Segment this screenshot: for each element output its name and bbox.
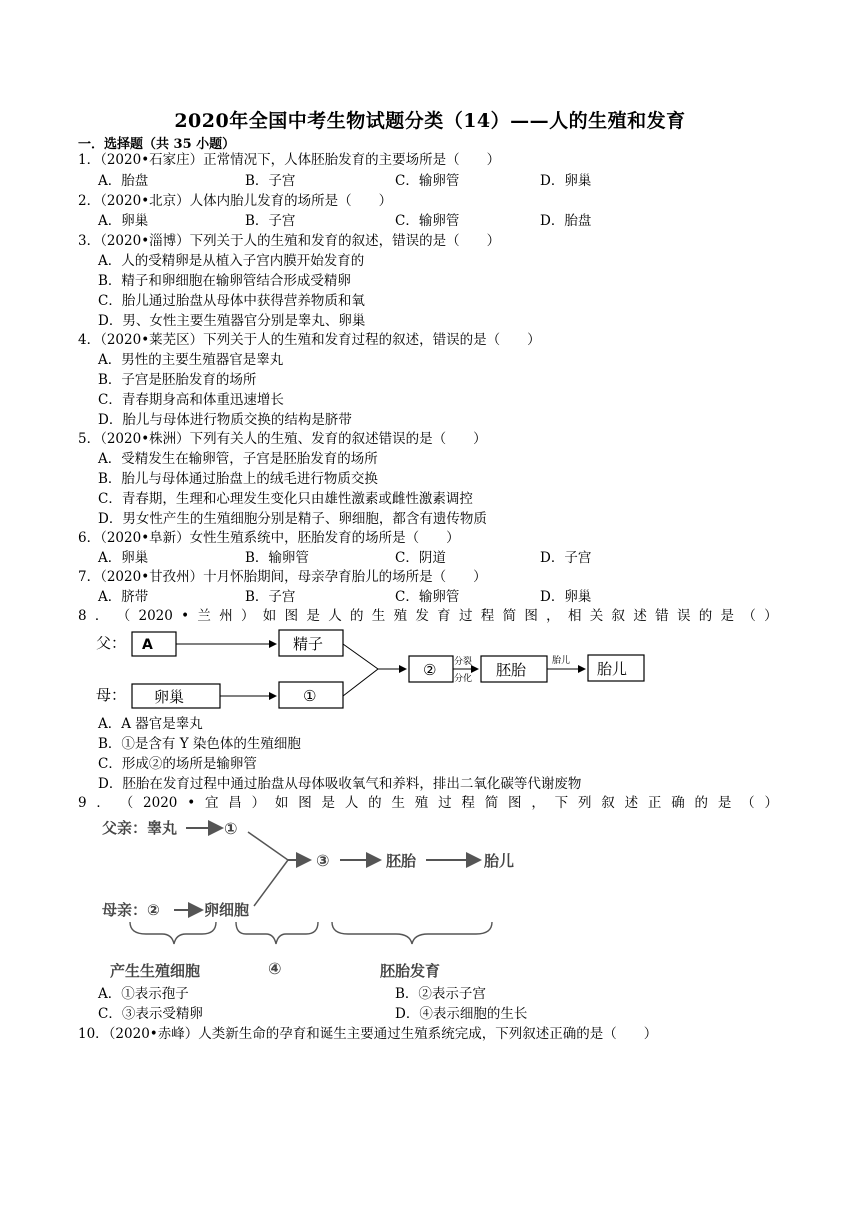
q9-father-label: 父亲：睾丸 [102,819,178,837]
q4-option-a: A．男性的主要生殖器官是睾丸 [98,352,284,368]
q8-box-a [132,632,176,656]
q8-stem-char: 叙 [611,608,626,624]
q9-stem-char: 确 [671,795,685,811]
page-title: 2020年全国中考生物试题分类（14）——人的生殖和发育 [174,110,686,132]
q7-option-b: B．子宫 [245,589,296,605]
q8-ovary-label: 卵巢 [154,688,185,706]
question-7-stem: 7．（2020•甘孜州）十月怀胎期间，母亲孕育胎儿的场所是（ ） [78,569,487,585]
q6-option-d: D．子宫 [540,550,592,566]
q1-option-c: C．输卵管 [395,173,460,189]
q9-stem-char: 如 [274,795,289,811]
q8-stem-char: 述 [633,608,647,624]
question-10-stem: 10．（2020•赤峰）人类新生命的孕育和诞生主要通过生殖系统完成，下列叙述正确的是（ ） [78,1026,658,1042]
q9-stem-char: 叙 [601,795,615,811]
q8-fetus-label: 胎儿 [597,660,628,678]
q9-stem-char: 的 [368,795,382,811]
q9-stem-char: ） [251,795,266,811]
q7-option-a: A．脐带 [98,589,149,605]
q9-stem-char: 是 [321,795,336,811]
q9-fetus-label: 胎儿 [484,852,515,870]
q3-option-a: A．人的受精卵是从植入子宫内膜开始发育的 [98,253,365,269]
q9-stem-char: 宜 [204,795,219,811]
q9-stem-char: 过 [438,795,452,811]
q9-stem-char: ． [96,795,110,811]
q9-stem-char: 下 [554,795,569,811]
q9-stem-char: （ [119,795,134,811]
q5-option-c: C．青春期，生理和心理发生变化只由雄性激素或雌性激素调控 [98,491,473,507]
q9-brace-2 [236,922,318,944]
q6-option-b: B．输卵管 [245,550,309,566]
q2-option-c: C．输卵管 [395,213,460,229]
q8-stem-char: 关 [589,608,604,624]
q9-diagram [96,812,546,982]
question-5-stem: 5．（2020•株洲）下列有关人的生殖、发育的叙述错误的是（ ） [78,431,487,447]
q8-mother-label: 母： [96,686,127,704]
q8-merge-lines [343,644,378,696]
q8-stem-char: ， [546,608,560,624]
q5-option-d: D．男女性产生的生殖细胞分别是精子、卵细胞，都含有遗传物质 [98,511,487,527]
q8-diagram [92,626,652,714]
q4-option-c: C．青春期身高和体重迅速增长 [98,392,284,408]
q9-stem-char: 昌 [228,795,242,811]
q9-embryo-label: 胚胎 [386,852,417,870]
q1-option-a: A．胎盘 [98,173,149,189]
q8-c2-label: ② [423,661,437,679]
q3-option-c: C．胎儿通过胎盘从母体中获得营养物质和氧 [98,293,365,309]
q8-stem-char: 程 [480,608,495,624]
q7-option-c: C．输卵管 [395,589,460,605]
q8-stem-char: ． [94,608,109,624]
q8-option-b: B．①是含有 Y 染色体的生殖细胞 [98,736,301,752]
q9-brace-3 [332,922,492,944]
q9-option-c: C．③表示受精卵 [98,1006,203,1022]
q8-stem-char: 2020 [138,608,173,624]
q9-brace-1 [130,922,216,944]
q9-brace-1-label: 产生生殖细胞 [110,962,201,980]
q7-option-d: D．卵巢 [540,589,592,605]
q8-option-d: D．胚胎在发育过程中通过胎盘从母体吸收氧气和养料，排出二氧化碳等代谢废物 [98,776,582,792]
q9-egg-label: 卵细胞 [204,901,250,919]
q9-stem-char: 程 [461,795,475,811]
q8-stem-char: 图 [284,608,299,624]
question-2-stem: 2．（2020•北京）人体内胎儿发育的场所是（ ） [78,193,393,209]
q8-stem-char: 的 [349,608,364,624]
q9-mother-label: 母亲：② [102,901,160,919]
q8-stem-char: 发 [415,608,429,624]
q2-option-b: B．子宫 [245,213,296,229]
q8-stem-char: 的 [698,608,713,624]
q9-stem-char: 列 [577,795,592,811]
q8-split-top: 分裂 [454,657,473,667]
q8-father-label: 父： [96,634,127,652]
q5-option-a: A．受精发生在输卵管，子宫是胚胎发育的场所 [98,451,378,467]
q9-option-b: B．②表示子宫 [395,986,486,1002]
q8-stem-char: ） [241,608,255,624]
q8-option-a: A．A 器官是睾丸 [98,716,203,732]
q4-option-b: B．子宫是胚胎发育的场所 [98,372,257,388]
question-3-stem: 3．（2020•淄博）下列关于人的生殖和发育的叙述，错误的是（ ） [78,233,501,249]
q8-fetus-arrow-label: 胎儿 [552,656,571,666]
q8-stem-char: 育 [437,608,451,624]
q8-option-c: C．形成②的场所是输卵管 [98,756,257,772]
q8-stem-char: 殖 [393,608,408,624]
q4-option-d: D．胎儿与母体进行物质交换的结构是脐带 [98,412,352,428]
q6-option-c: C．阴道 [395,550,446,566]
q8-stem-char: 简 [502,608,517,624]
q5-option-b: B．胎儿与母体通过胎盘上的绒毛进行物质交换 [98,471,378,487]
q8-stem-char: 过 [458,608,473,624]
q9-stem-char: 9 [78,795,87,811]
q9-stem-char: 图 [298,795,312,811]
q8-stem-char: 兰 [197,608,211,624]
section-heading: 一．选择题（共 35 小题） [78,137,236,152]
q8-stem-char: （ [742,608,756,624]
q9-stem-char: （ [741,795,755,811]
q3-option-b: B．精子和卵细胞在输卵管结合形成受精卵 [98,273,351,289]
q8-stem-char: 如 [262,608,277,624]
q8-box-a-label: A [142,637,153,653]
q9-stem-char: 2020 [143,795,178,811]
q8-stem-char: ） [764,608,778,624]
q8-stem-char: 州 [219,608,233,624]
q9-stem-char: 述 [624,795,639,811]
q8-stem-char: 8 [78,608,87,624]
q9-stem-char: 人 [344,795,359,811]
q9-brace-2-label: ④ [268,959,282,978]
q8-stem-char: 是 [720,608,735,624]
q8-stem-char: 图 [524,608,538,624]
q9-stem-char: 殖 [414,795,429,811]
q8-stem-char: 是 [306,608,320,624]
q9-option-a: A．①表示孢子 [98,986,189,1002]
q8-embryo-label: 胚胎 [496,661,527,679]
q9-stem-char: 正 [647,795,662,811]
q9-option-d: D．④表示细胞的生长 [395,1006,528,1022]
q8-c1-label: ① [303,687,317,705]
q9-c3-label: ③ [316,851,330,870]
q9-stem-char: 生 [391,795,405,811]
q9-stem-char: 的 [694,795,709,811]
q8-stem-char: 误 [676,608,691,624]
q3-option-d: D．男、女性主要生殖器官分别是睾丸、卵巢 [98,313,366,329]
q8-stem-char: 人 [328,608,342,624]
q8-stem-char: 生 [371,608,386,624]
q8-split-bottom: 分化 [454,674,473,684]
q8-stem-char: 相 [567,608,582,624]
q9-stem-char: 是 [717,795,732,811]
q2-option-d: D．胎盘 [540,213,592,229]
q8-sperm-label: 精子 [293,635,324,653]
q1-option-b: B．子宫 [245,173,296,189]
q8-stem-char: • [181,608,190,624]
q8-stem-char: 错 [655,608,669,624]
q8-stem-char: （ [116,608,131,624]
q9-brace-3-label: 胚胎发育 [380,962,441,980]
question-4-stem: 4．（2020•莱芜区）下列关于人的生殖和发育过程的叙述，错误的是（ ） [78,332,541,348]
question-9-stem [78,794,778,812]
q9-stem-char: ） [764,795,778,811]
question-8-stem [78,607,778,625]
q9-stem-char: ， [531,795,545,811]
q9-merge-lines [248,832,288,906]
q9-stem-char: • [187,795,196,811]
q9-stem-char: 图 [508,795,522,811]
q9-c1-label: ① [224,819,238,838]
q1-option-d: D．卵巢 [540,173,592,189]
question-6-stem: 6．（2020•阜新）女性生殖系统中，胚胎发育的场所是（ ） [78,530,460,546]
q9-stem-char: 简 [484,795,499,811]
q2-option-a: A．卵巢 [98,213,149,229]
q6-option-a: A．卵巢 [98,550,149,566]
question-1-stem: 1．（2020•石家庄）正常情况下，人体胚胎发育的主要场所是（ ） [78,152,501,168]
